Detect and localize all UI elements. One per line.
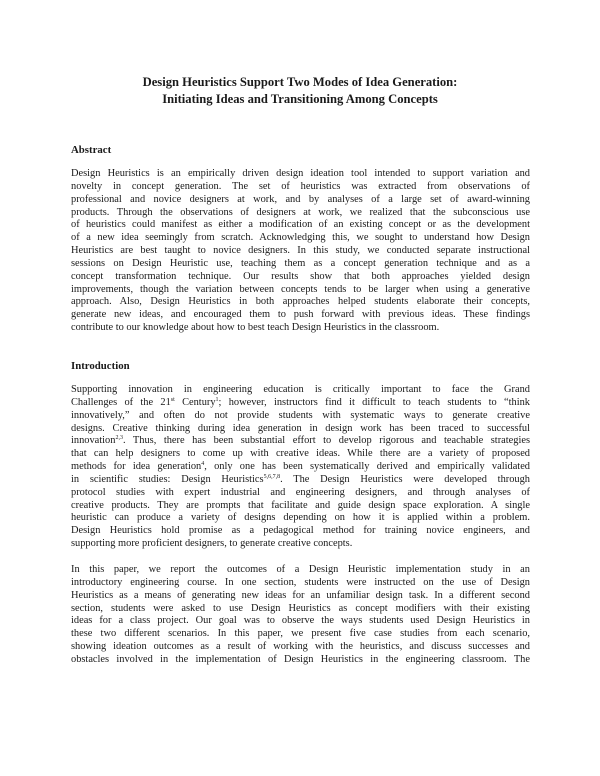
paper-title-line-1: Design Heuristics Support Two Modes of Idea Generation: — [142, 75, 458, 89]
text-line: Supporting innovation in engineering education is critically important to face the Grand — [71, 384, 530, 395]
citation-superscript: 5,6,7,8 — [263, 473, 281, 480]
text-line: showing ideation outcomes as a result of working with the heuristics, and discuss successes and — [71, 641, 530, 653]
abstract-paragraph — [71, 168, 530, 335]
text-line: creative products. They are prompts that facilitate and guide design space exploration. A single — [71, 499, 530, 511]
text-line: Heuristics are best taught to novice designers. In this study, we conducted separate instructional — [71, 245, 530, 257]
text-line: obstacles involved in the implementation of Design Heuristics in the engineering classroom. The — [71, 653, 530, 665]
text-line: sessions on Design Heuristic use, teaching them as a concept generation technique and as a — [71, 257, 530, 269]
introduction-paragraph-2 — [71, 564, 530, 667]
text-line: ideas for a class project. Our goal was to observe the ways students used Design Heuristics in — [71, 615, 530, 627]
text-line: Design Heuristics is an empirically driven design ideation tool intended to support variation and — [71, 168, 530, 179]
superscript: st — [170, 396, 175, 403]
text-line: approach. Also, Design Heuristics in both approaches helped students elaborate their concepts, — [71, 296, 530, 308]
text-line: In this paper, we report the outcomes of a Design Heuristic implementation study in an — [71, 564, 530, 575]
citation-superscript: 4 — [201, 461, 205, 468]
introduction-paragraph-1 — [71, 384, 530, 551]
text-line: supporting more proficient designers, to generate creative concepts. — [71, 538, 353, 550]
text-line: these two different scenarios. In this paper, we present five case studies from each scenario, — [71, 628, 530, 640]
text-line: protocol studies with expert industrial and engineering designers, and through analyses of — [71, 486, 530, 498]
text-line: innovation$^{2,3}$. Thus, there has been substantial effort to develop rigorous and teachable strategies — [71, 435, 530, 447]
text-line: products. Through the observations of designers at work, we realized that the subconscious use — [71, 206, 530, 218]
citation-superscript: 2,3 — [115, 435, 123, 442]
text-line: concept transformation technique. Our results show that both approaches yielded design — [71, 270, 530, 282]
text-line: introductory engineering course. In one section, students were instructed on the use of Design — [71, 576, 530, 588]
paper-title-line-2: Initiating Ideas and Transitioning Among Concepts — [162, 92, 438, 106]
text-line: in scientific studies: Design Heuristics$^{5,6,7,8}$. The Design Heuristics were developed through — [71, 473, 531, 485]
introduction-heading: Introduction — [71, 360, 130, 372]
text-line: innovatively,” and often do not provide students with systematic ways to generate creative — [71, 409, 530, 421]
text-line: Challenges of the 21st Century$^1$; however, instructors find it difficult to teach students to “think — [71, 396, 531, 408]
text-line: of a new idea seemingly from scratch. Acknowledging this, we sought to understand how Design — [71, 232, 530, 244]
text-line: of heuristics could manifest as either a modification of an existing concept or as the development — [71, 219, 530, 231]
text-line: Heuristics as a means of generating new ideas for an unfamiliar design task. In a different second — [71, 589, 530, 601]
text-line: heuristic can produce a variety of designs depending on how it is applied within a problem. — [71, 512, 530, 524]
text-line: that can help designers to come up with creative ideas. While there are a variety of proposed — [71, 448, 530, 460]
text-line: contribute to our knowledge about how to best teach Design Heuristics in the classroom. — [71, 322, 440, 334]
text-line: section, students were asked to use Design Heuristics as concept modifiers with their existing — [71, 602, 530, 614]
text-line: Design Heuristics hold promise as a pedagogical method for training novice engineers, and — [71, 525, 530, 537]
text-line: designs. Creative thinking during idea generation in design work has been traced to successful — [71, 422, 530, 434]
text-line: improvements, though the variation between concepts tends to be larger when using a generative — [71, 283, 530, 295]
citation-superscript: 1 — [215, 396, 219, 403]
text-line: professional and novice designers at work, and by analyses of a large set of award-winning — [71, 193, 530, 205]
abstract-heading: Abstract — [71, 144, 112, 156]
text-line: methods for idea generation$^4$, only one has been systematically derived and empirically validated — [71, 461, 530, 473]
text-line: novelty in concept generation. The set of heuristics was extracted from observations of — [71, 180, 530, 192]
text-line: generate new ideas, and encouraged them to push forward with previous ideas. These findings — [71, 309, 530, 321]
paper-title — [40, 74, 560, 108]
